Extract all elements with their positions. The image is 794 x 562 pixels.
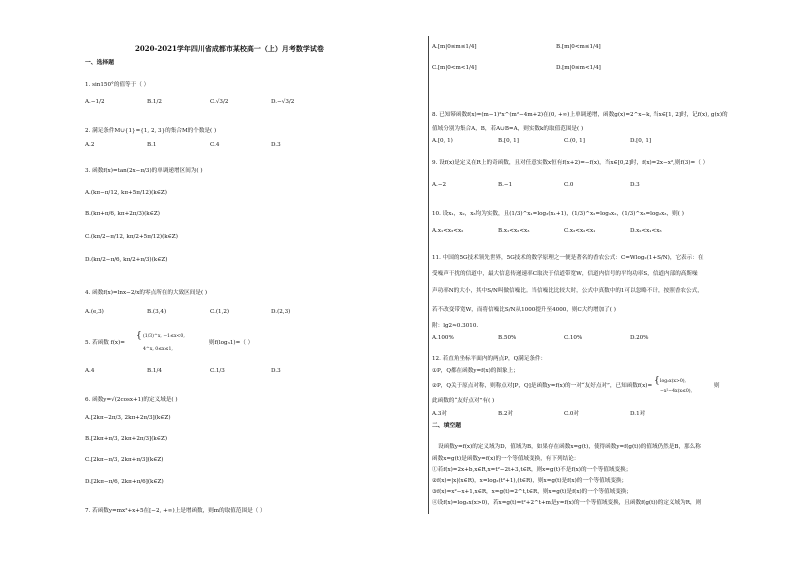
q12-line-4: 此函数的“友好点对”有( ): [432, 398, 495, 404]
q11-option-a: A.100%: [432, 335, 454, 341]
q5-stem: 5. 若函数 f(x)=: [85, 340, 125, 346]
q5-option-c: C.1/3: [210, 368, 225, 374]
q1-option-a: A.−1/2: [85, 99, 105, 105]
q9-option-d: D.3: [630, 182, 640, 188]
q12-line-1: 12. 若直角坐标平面内的两点P，Q满足条件：: [432, 356, 547, 362]
section-fill: 二、填空题: [432, 423, 461, 429]
q6-option-a: A.[2kπ−2π/3, 2kπ+2π/3](k∈Z): [85, 415, 171, 421]
q8-line-2: 值域分别为集合A，B，若A∪B=A，则实数k的取值范围是( ): [432, 126, 584, 132]
q5-option-b: B.1/4: [147, 368, 162, 374]
q5-piece-2: 4^x, 0≤x≤1,: [143, 347, 173, 352]
q11-line-2: 受噪声干扰的信道中，最大信息传递速率C取决于信道带宽W，信道内信号的平均功率S，信道内部的高斯噪: [432, 271, 698, 277]
q8-line-1: 8. 已知幂函数f(x)=(m−1)²x^(m²−4m+2)在(0, +∞)上单调递增，函数g(x)=2^x−k, 当x∈[1, 2]时，记f(x), g(x)的: [432, 112, 728, 118]
q4-option-a: A.(e,3): [85, 309, 104, 315]
q12-option-d: D.1对: [630, 411, 646, 417]
q5-brace: {: [136, 331, 142, 341]
exam-title: 2020-2021学年四川省成都市某校高一（上）月考数学试卷: [135, 44, 324, 53]
q8-option-b: B.[0, 1]: [498, 138, 519, 144]
q10-option-d: D.x₂<x₁<x₃: [630, 228, 662, 234]
q12-option-b: B.2对: [498, 411, 514, 417]
fill-line-2: 函数x=g(t)是函数y=f(x)的一个等值域变换，有下列结论：: [432, 456, 580, 462]
q12-line-2: ①P，Q都在函数y=f(x)的图象上；: [432, 368, 519, 374]
q9-stem: 9. 设f(x)是定义在R上的奇函数，且对任意实数x恒有f(x+2)=−f(x)，当x∈[0,2]时，f(x)=2x−x²,则f(3)=（ ）: [432, 160, 709, 166]
fill-line-3: ①若f(x)=2x+b,x∈R,x=t²−2t+3,t∈R，则x=g(t)不是f(x)的一个等值域变换；: [432, 467, 632, 473]
q9-option-b: B.−1: [498, 182, 513, 188]
q5-option-d: D.3: [271, 368, 281, 374]
q12-option-a: A.3对: [432, 411, 447, 417]
q11-line-4: 若不改变带宽W，而将信噪比S/N从1000提升至4000，则C大约增加了( ): [432, 307, 616, 313]
q5-option-a: A.4: [85, 368, 95, 374]
q7-option-d: D.[m|0≤m<1/4]: [556, 65, 601, 71]
q11-line-1: 11. 中国的5G技术领先世界，5G技术的数学原理之一便是著名的香农公式：C=Wlog₂(1+S/N)，它表示：在: [432, 255, 704, 261]
q6-option-c: C.[2kπ−π/3, 2kπ+π/3](k∈Z): [85, 457, 164, 463]
q4-option-b: B.(3,4): [147, 309, 167, 315]
fill-line-1: 设函数y=f(x)的定义域为D，值域为B，如果存在函数x=g(t)，使得函数y=f(g(t))的值域仍然是B，那么称: [438, 444, 701, 450]
q1-stem: 1. sin150°的值等于（ ）: [85, 82, 150, 88]
q12-line-3: ②P，Q关于原点对称，则称点对[P，Q]是函数y=f(x)的一对“友好点对”，已知函数f(x)=: [432, 383, 653, 389]
column-divider: [428, 36, 429, 514]
q6-stem: 6. 函数y=√(2cosx+1)的定义域是( ): [85, 397, 178, 403]
q8-option-a: A.[0, 1): [432, 138, 453, 144]
fill-line-4: ②f(x)=|x|(x∈R)，x=log₂(t²+1),(t∈R)，则x=g(t)是f(x)的一个等值域变换；: [432, 478, 628, 484]
q3-option-a: A.(kπ−π/12, kπ+5π/12)(k∈Z): [85, 190, 167, 196]
q10-option-b: B.x₁<x₂<x₃: [498, 228, 530, 234]
q2-option-b: B.1: [147, 142, 157, 148]
q10-option-a: A.x₁<x₃<x₂: [432, 228, 464, 234]
q3-option-b: B.(kπ+π/6, kπ+2π/3)(k∈Z): [85, 211, 160, 217]
q5-tail: 则f(log₃1)=（ ）: [209, 340, 254, 346]
q4-option-d: D.(2,3): [271, 309, 291, 315]
q7-option-a: A.[m|0≤m≤1/4]: [432, 44, 477, 50]
q10-stem: 10. 设x₁，x₂，x₃均为实数，且(1/3)^x₁=log₃(x₁+1)，(1/3)^x₂=log₃x₂，(1/3)^x₃=log₂x₃，则( ): [432, 211, 684, 217]
q7-option-b: B.[m|0<m≤1/4]: [556, 44, 601, 50]
q4-stem: 4. 函数f(x)=lnx−2/x的零点所在的大致区间是( ): [85, 290, 208, 296]
q1-option-b: B.1/2: [147, 99, 162, 105]
fill-line-5: ③f(x)=x²−x+1,x∈R，x=g(t)=2^t,t∈R，则x=g(t)是f(x)的一个等值域变换；: [432, 489, 632, 495]
left-column: [85, 0, 420, 562]
section-choice: 一、选择题: [85, 60, 114, 66]
q6-option-d: D.[2kπ−π/6, 2kπ+π/6](k∈Z): [85, 479, 164, 485]
q8-option-c: C.(0, 1]: [564, 138, 585, 144]
q9-option-a: A.−2: [432, 182, 447, 188]
right-column: [432, 0, 782, 562]
q12-line-3b: 则: [714, 383, 720, 389]
fill-line-6: ④设f(x)=log₂x(x>0)，若x=g(t)=t²+2^t+m是y=f(x)的一个等值域变换，且函数f(g(t))的定义域为R，则: [432, 500, 702, 506]
q7-option-c: C.[m|0<m<1/4]: [432, 65, 477, 71]
q2-option-a: A.2: [85, 142, 95, 148]
q11-option-c: C.10%: [564, 335, 583, 341]
q9-option-c: C.0: [564, 182, 574, 188]
q1-option-d: D.−√3/2: [271, 99, 295, 105]
q2-stem: 2. 满足条件M∪{1}={1, 2, 3}的集合M的个数是( ): [85, 128, 217, 134]
q2-option-c: C.4: [210, 142, 220, 148]
q1-option-c: C.√3/2: [210, 99, 229, 105]
q11-option-b: B.50%: [498, 335, 517, 341]
q12-piece-2: −x²−4x(x≤0),: [660, 389, 693, 394]
q2-option-d: D.3: [271, 142, 281, 148]
q11-line-3: 声功率N的大小，其中S/N叫做信噪比。当信噪比比较大时，公式中真数中的1可以忽略不计，按照香农公式，: [432, 288, 703, 294]
q7-stem: 7. 若函数y=mx²+x+5在[−2, +∞)上是增函数，则m的取值范围是（ ）: [85, 508, 266, 514]
q4-option-c: C.(1,2): [210, 309, 230, 315]
q3-stem: 3. 函数f(x)=tan(2x−π/3)的单调递增区间为( ): [85, 168, 203, 174]
q8-option-d: D.[0, 1]: [630, 138, 652, 144]
q3-option-d: D.(kπ/2−π/6, kπ/2+π/3)(k∈Z): [85, 257, 168, 263]
q11-option-d: D.20%: [630, 335, 649, 341]
q12-option-c: C.0对: [564, 411, 580, 417]
q6-option-b: B.[2kπ+π/3, 2kπ+2π/3](k∈Z): [85, 436, 168, 442]
q12-brace: {: [654, 376, 660, 386]
q3-option-c: C.(kπ/2−π/12, kπ/2+5π/12)(k∈Z): [85, 234, 178, 240]
q12-piece-1: log₂x(x>0),: [660, 379, 687, 384]
q10-option-c: C.x₃<x₂<x₁: [564, 228, 596, 234]
q11-line-5: 附：lg2≈0.3010.: [432, 323, 479, 329]
q5-piece-1: (1/3)^x, −1≤x<0,: [143, 334, 185, 339]
